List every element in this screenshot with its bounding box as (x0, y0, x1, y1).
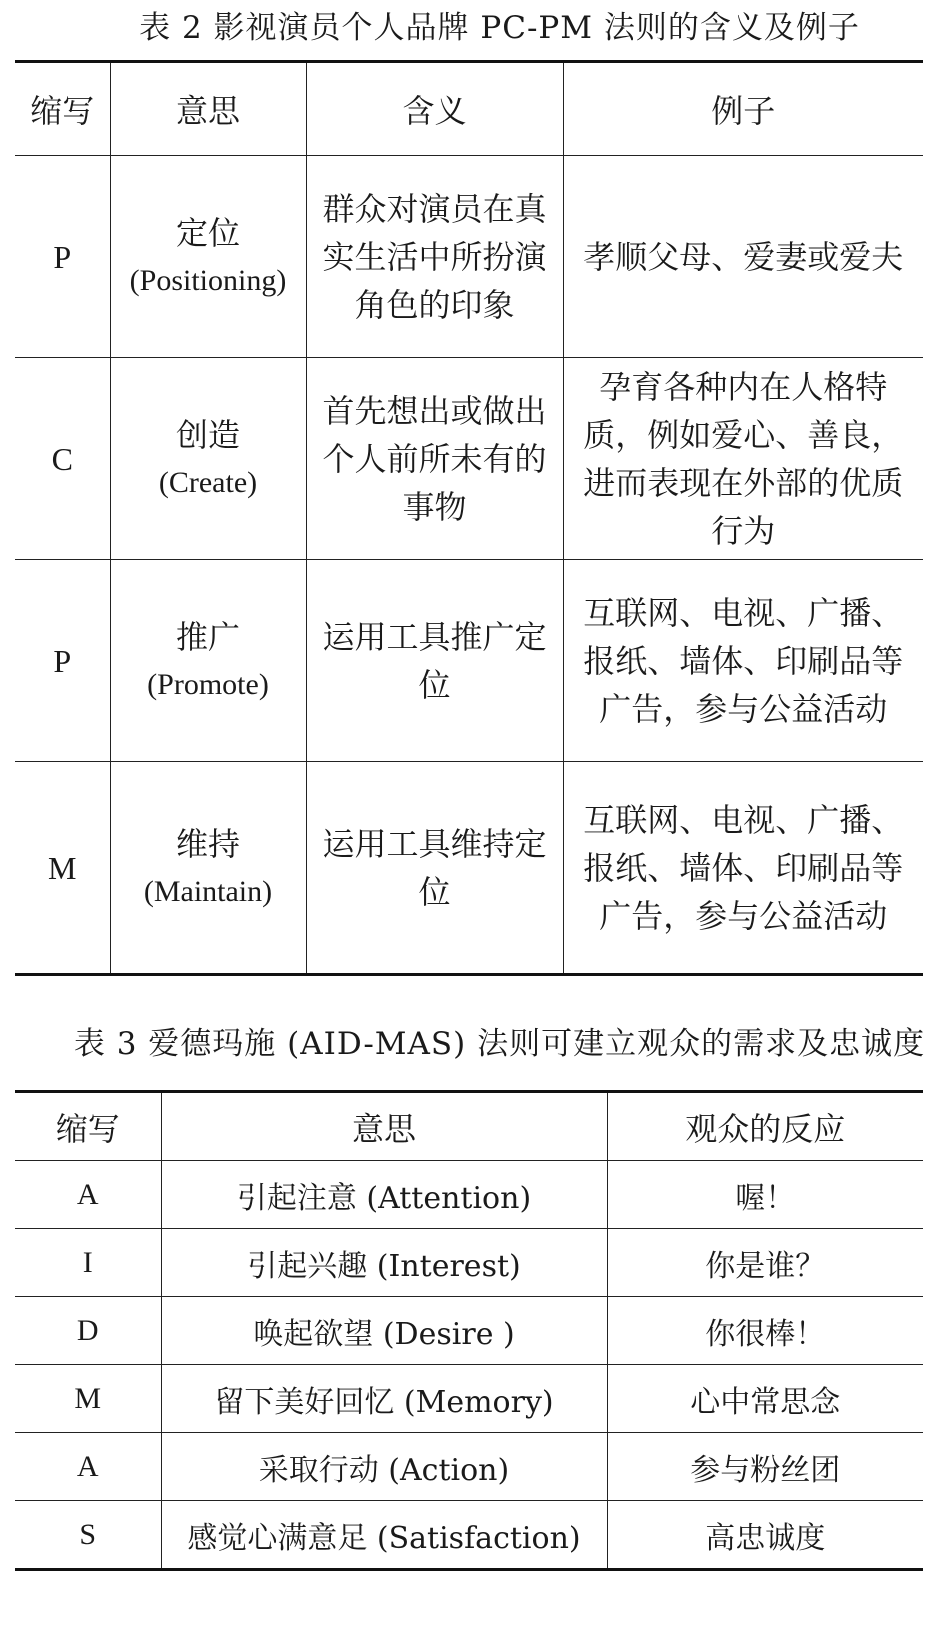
example-text: 互联网、电视、广播、报纸、墙体、印刷品等广告，参与公益活动 (583, 800, 904, 935)
column-header-example: 例子 (563, 62, 923, 156)
abbr-cell: M (15, 762, 110, 975)
table-row (15, 762, 923, 975)
reaction-cell: 心中常思念 (607, 1365, 923, 1433)
example-text: 孕育各种内在人格特质，例如爱心、善良，进而表现在外部的优质行为 (583, 367, 904, 550)
table-row (15, 1365, 923, 1433)
meaning-cell: 引起兴趣 (Interest) (161, 1229, 607, 1297)
meaning-en: (Promote) (147, 667, 269, 701)
pcpm-table (15, 60, 923, 976)
column-header-abbr: 缩写 (15, 62, 110, 156)
meaning-cell: 感觉心满意足 (Satisfaction) (161, 1501, 607, 1570)
meaning-en: (Positioning) (129, 263, 287, 297)
example-cell (563, 560, 923, 762)
table-row (15, 1297, 923, 1365)
meaning-en: (Maintain) (143, 874, 273, 908)
aidmas-table (15, 1090, 923, 1571)
meaning-cell: 唤起欲望 (Desire ) (161, 1297, 607, 1365)
abbr-cell: A (15, 1433, 161, 1501)
meaning-cn: 维持 (175, 824, 240, 863)
meaning-cell: 引起注意 (Attention) (161, 1161, 607, 1229)
reaction-cell: 参与粉丝团 (607, 1433, 923, 1501)
table-row (15, 1501, 923, 1570)
meaning-cell (110, 358, 306, 560)
table-header-row (15, 1092, 923, 1161)
definition-text: 运用工具维持定位 (322, 824, 547, 911)
reaction-cell: 喔！ (607, 1161, 923, 1229)
table-header-row (15, 62, 923, 156)
example-text: 孝顺父母、爱妻或爱夫 (583, 237, 904, 276)
abbr-cell: C (15, 358, 110, 560)
abbr-cell: D (15, 1297, 161, 1365)
table-row (15, 1161, 923, 1229)
meaning-en: (Create) (158, 465, 258, 499)
definition-text: 运用工具推广定位 (322, 617, 547, 704)
table-3-caption: 表 3 爱德玛施 (AID-MAS) 法则可建立观众的需求及忠诚度 (73, 1026, 926, 1062)
meaning-cn: 创造 (175, 415, 240, 454)
definition-text: 首先想出或做出个人前所未有的事物 (322, 391, 547, 526)
table-2-caption: 表 2 影视演员个人品牌 PC-PM 法则的含义及例子 (139, 10, 860, 46)
table-row (15, 358, 923, 560)
meaning-cn: 推广 (175, 617, 240, 656)
meaning-cell: 留下美好回忆 (Memory) (161, 1365, 607, 1433)
column-header-abbr: 缩写 (15, 1092, 161, 1161)
table-row (15, 156, 923, 358)
example-cell (563, 358, 923, 560)
abbr-cell: M (15, 1365, 161, 1433)
column-header-definition: 含义 (306, 62, 563, 156)
abbr-cell: I (15, 1229, 161, 1297)
definition-text: 群众对演员在真实生活中所扮演角色的印象 (322, 189, 547, 324)
definition-cell (306, 560, 563, 762)
abbr-cell: P (15, 560, 110, 762)
meaning-cell (110, 762, 306, 975)
abbr-cell: A (15, 1161, 161, 1229)
example-cell (563, 156, 923, 358)
table-row (15, 560, 923, 762)
abbr-cell: P (15, 156, 110, 358)
column-header-meaning: 意思 (110, 62, 306, 156)
reaction-cell: 你是谁？ (607, 1229, 923, 1297)
meaning-cell (110, 156, 306, 358)
example-cell (563, 762, 923, 975)
column-header-meaning: 意思 (161, 1092, 607, 1161)
column-header-reaction: 观众的反应 (607, 1092, 923, 1161)
meaning-cn: 定位 (175, 213, 240, 252)
table-row (15, 1229, 923, 1297)
meaning-cell: 采取行动 (Action) (161, 1433, 607, 1501)
reaction-cell: 你很棒！ (607, 1297, 923, 1365)
definition-cell (306, 762, 563, 975)
definition-cell (306, 358, 563, 560)
example-text: 互联网、电视、广播、报纸、墙体、印刷品等广告，参与公益活动 (583, 593, 904, 728)
definition-cell (306, 156, 563, 358)
table-row (15, 1433, 923, 1501)
meaning-cell (110, 560, 306, 762)
abbr-cell: S (15, 1501, 161, 1570)
reaction-cell: 高忠诚度 (705, 1520, 826, 1556)
